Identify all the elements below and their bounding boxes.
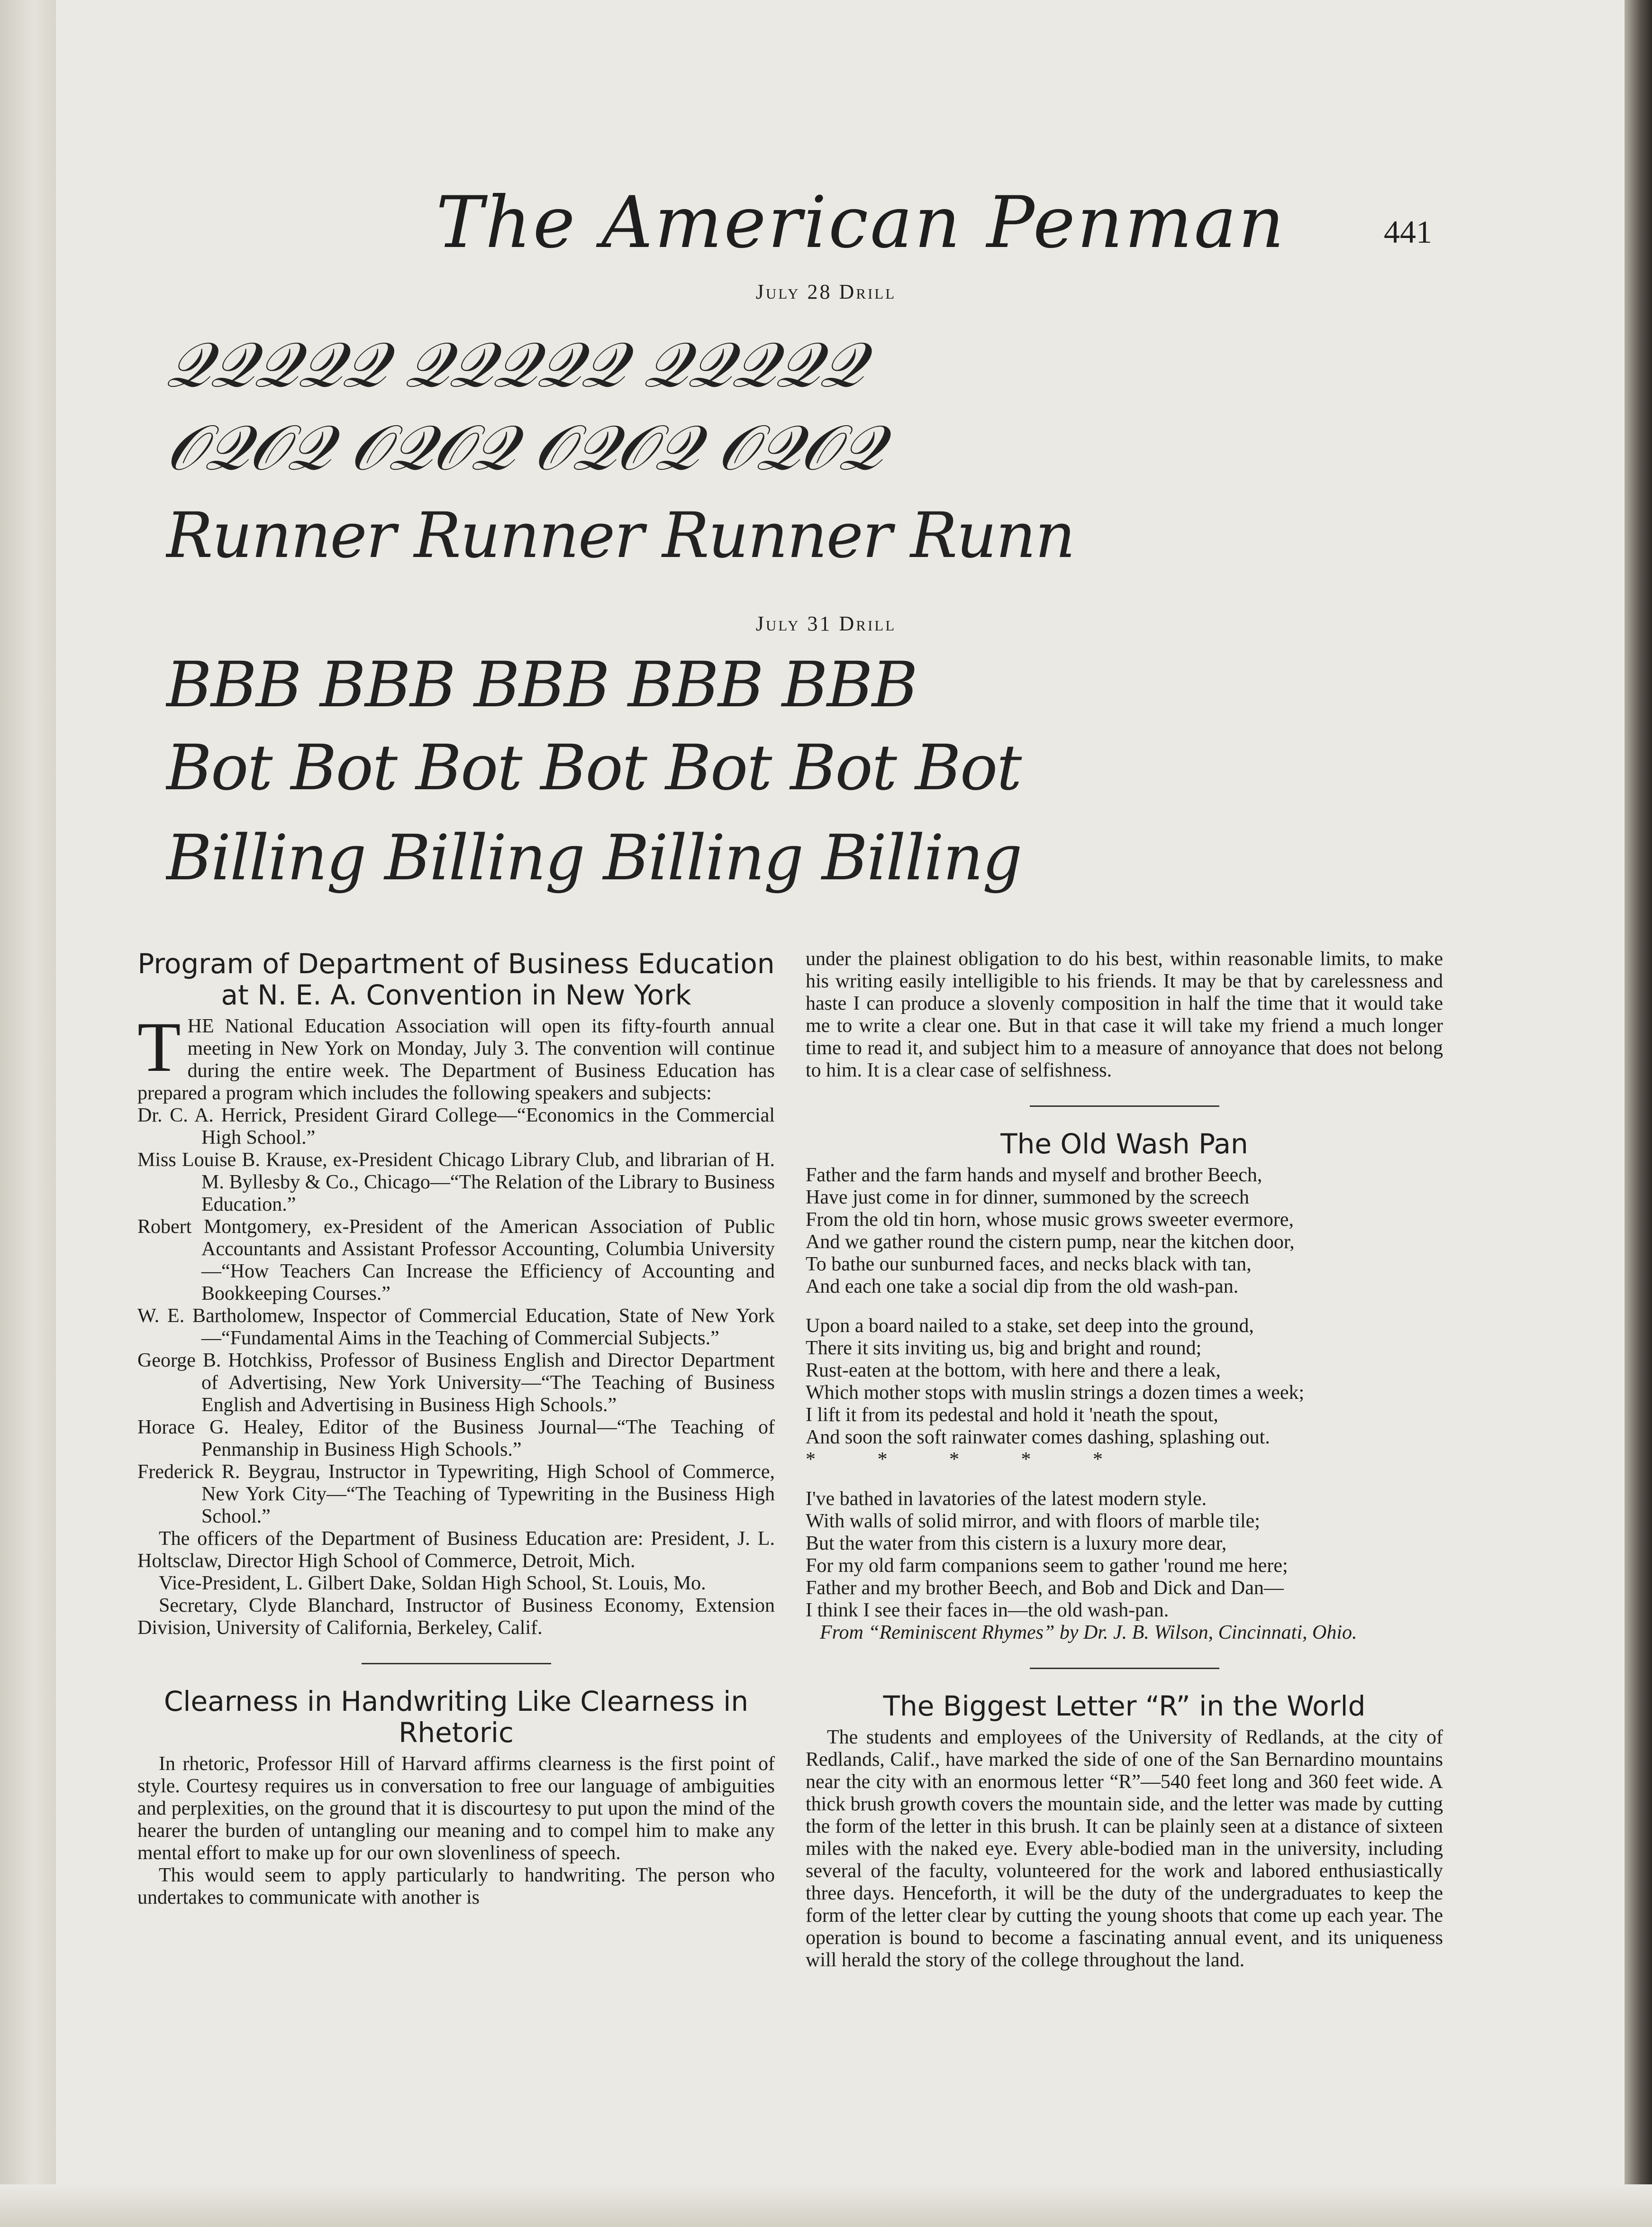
right-column bbox=[806, 948, 1443, 1971]
officers-paragraph: The officers of the Department of Business Education are: President, J. L. Holtsclaw, Director High School of Commerce, Detroit, Mich. bbox=[137, 1528, 775, 1572]
letter-title: The Biggest Letter “R” in the World bbox=[883, 1690, 1366, 1722]
drill-heading-july-31: July 31 Drill bbox=[755, 612, 897, 635]
poem bbox=[806, 1164, 1443, 1644]
masthead: The American Penman bbox=[436, 182, 1286, 264]
poem-line: But the water from this cistern is a luxury more dear, bbox=[806, 1533, 1227, 1554]
poem-line: I lift it from its pedestal and hold it 'neath the spout, bbox=[806, 1404, 1218, 1426]
officers-paragraph: Secretary, Clyde Blanchard, Instructor of Business Economy, Extension Division, University of California, Berkeley, Calif. bbox=[137, 1595, 775, 1639]
page-edge-shadow bbox=[1625, 0, 1652, 2227]
book-gutter bbox=[0, 0, 56, 2227]
speaker-entry: Robert Montgomery, ex-President of the American Association of Public Accountants and Assistant Professor Accounting, Columbia University—“How Teachers Can Increase the Efficiency of Accounting and Bookkeeping Courses.” bbox=[137, 1216, 775, 1305]
poem-title: The Old Wash Pan bbox=[1000, 1128, 1248, 1160]
clearness-title: Clearness in Handwriting Like Clearness in Rhetoric bbox=[163, 1685, 749, 1749]
clearness-paragraph: In rhetoric, Professor Hill of Harvard affirms clearness is the first point of style. Courtesy requires us in conversation to free our language of ambiguities and perplexities, on the ground that it is discourtesy to put upon the mind of the hearer the burden of untangling our meaning and to compel him to make any mental effort to make up for our own slovenliness of speech. bbox=[137, 1753, 775, 1864]
speaker-entry: Dr. C. A. Herrick, President Girard College—“Economics in the Commercial High School.” bbox=[137, 1104, 775, 1149]
poem-line: Which mother stops with muslin strings a dozen times a week; bbox=[806, 1382, 1305, 1404]
poem-stanza bbox=[806, 1315, 1443, 1471]
left-column bbox=[137, 948, 775, 1909]
speaker-entry: George B. Hotchkiss, Professor of Business English and Director Department of Advertising, New York University—“The Teaching of Business English and Advertising in Business High Schools.” bbox=[137, 1350, 775, 1416]
poem-line: There it sits inviting us, big and bright and round; bbox=[806, 1337, 1202, 1359]
poem-line: Upon a board nailed to a stake, set deep into the ground, bbox=[806, 1315, 1254, 1337]
drill-row: 𝒬𝒬𝒬𝒬𝒬 𝒬𝒬𝒬𝒬𝒬 𝒬𝒬𝒬𝒬𝒬 bbox=[166, 329, 863, 402]
speaker-entry: Miss Louise B. Krause, ex-President Chicago Library Club, and librarian of H. M. Byllesby & Co., Chicago—“The Relation of the Library to Business Education.” bbox=[137, 1149, 775, 1215]
speaker-entry: Horace G. Healey, Editor of the Business Journal—“The Teaching of Penmanship in Business High Schools.” bbox=[137, 1416, 775, 1460]
section-stars: * * * * * bbox=[806, 1449, 1131, 1470]
poem-line: With walls of solid mirror, and with floors of marble tile; bbox=[806, 1510, 1260, 1532]
continued-paragraph: under the plainest obligation to do his best, within reasonable limits, to make his writing easily intelligible to his friends. It may be that by carelessness and haste I can produce a slovenly composition in half the time that it would take me to write a clear one. But in that case it will take my friend a much longer time to read it, and subject him to a measure of annoyance that does not belong to him. It is a clear case of selfishness. bbox=[806, 948, 1443, 1081]
poem-line: And we gather round the cistern pump, near the kitchen door, bbox=[806, 1231, 1295, 1253]
poem-line: And each one take a social dip from the old wash-pan. bbox=[806, 1276, 1239, 1297]
program-title: Program of Department of Business Education at N. E. A. Convention in New York bbox=[137, 948, 775, 1011]
poem-line: Rust-eaten at the bottom, with here and there a leak, bbox=[806, 1360, 1221, 1381]
section-divider bbox=[362, 1663, 551, 1664]
section-divider bbox=[1030, 1668, 1219, 1669]
poem-line: For my old farm companions seem to gather 'round me here; bbox=[806, 1555, 1288, 1577]
letter-paragraph: The students and employees of the University of Redlands, at the city of Redlands, Calif., have marked the side of one of the San Bernardino mountains near the city with an enormous letter “R”—540 feet long and 360 feet wide. A thick brush growth covers the mountain side, and the letter was made by cutting the form of the letter in this brush. It can be plainly seen at a distance of sixteen miles with the naked eye. Every able-bodied man in the university, including several of the faculty, volunteered for the work and labored enthusiastically three days. Henceforth, it will be the duty of the undergraduates to keep the form of the letter clear by cutting the young shoots that come up each year. The operation is bound to become a fascinating annual event, and its uniqueness will herald the story of the college throughout the land. bbox=[806, 1726, 1443, 1971]
program-intro bbox=[137, 1008, 775, 1104]
drill-row: 𝒪𝒬𝒪𝒬 𝒪𝒬𝒪𝒬 𝒪𝒬𝒪𝒬 𝒪𝒬𝒪𝒬 bbox=[166, 411, 882, 484]
drill-row: BBB BBB BBB BBB BBB bbox=[166, 648, 917, 721]
speaker-entry: Frederick R. Beygrau, Instructor in Typewriting, High School of Commerce, New York City—“The Teaching of Typewriting in the Business High School.” bbox=[137, 1461, 775, 1527]
poem-line: I've bathed in lavatories of the latest modern style. bbox=[806, 1488, 1207, 1510]
drill-row: Billing Billing Billing Billing bbox=[166, 821, 1022, 894]
poem-source: From “Reminiscent Rhymes” by Dr. J. B. Wilson, Cincinnati, Ohio. bbox=[820, 1622, 1357, 1643]
poem-line: Father and the farm hands and myself and brother Beech, bbox=[806, 1164, 1262, 1186]
intro-text: HE National Education Association will open its fifty-fourth annual meeting in New York on Monday, July 3. The convention will continue during the entire week. The Department of Business Education has prepared a program which includes the following speakers and subjects: bbox=[137, 1015, 775, 1104]
drill-row: Bot Bot Bot Bot Bot Bot Bot bbox=[166, 731, 1021, 804]
page-bottom-shadow bbox=[0, 2184, 1652, 2227]
drop-cap: T bbox=[137, 1008, 181, 1086]
drill-heading-july-28: July 28 Drill bbox=[755, 280, 897, 303]
poem-line: To bathe our sunburned faces, and necks black with tan, bbox=[806, 1253, 1252, 1275]
poem-line: And soon the soft rainwater comes dashing, splashing out. bbox=[806, 1426, 1270, 1448]
poem-line: From the old tin horn, whose music grows sweeter evermore, bbox=[806, 1209, 1294, 1231]
poem-line: Father and my brother Beech, and Bob and Dick and Dan— bbox=[806, 1577, 1284, 1599]
speaker-entry: W. E. Bartholomew, Inspector of Commercial Education, State of New York—“Fundamental Aims in the Teaching of Commercial Subjects.” bbox=[137, 1305, 775, 1349]
drill-row: Runner Runner Runner Runn bbox=[166, 499, 1075, 572]
poem-line: Have just come in for dinner, summoned by the screech bbox=[806, 1187, 1250, 1208]
section-divider bbox=[1030, 1105, 1219, 1107]
officers-paragraph: Vice-President, L. Gilbert Dake, Soldan High School, St. Louis, Mo. bbox=[159, 1572, 706, 1594]
poem-stanza bbox=[806, 1164, 1443, 1298]
clearness-paragraph: This would seem to apply particularly to handwriting. The person who undertakes to communicate with another is bbox=[137, 1864, 775, 1908]
poem-line: I think I see their faces in—the old wash-pan. bbox=[806, 1599, 1169, 1621]
poem-stanza bbox=[806, 1488, 1443, 1644]
page-number: 441 bbox=[1384, 214, 1432, 250]
